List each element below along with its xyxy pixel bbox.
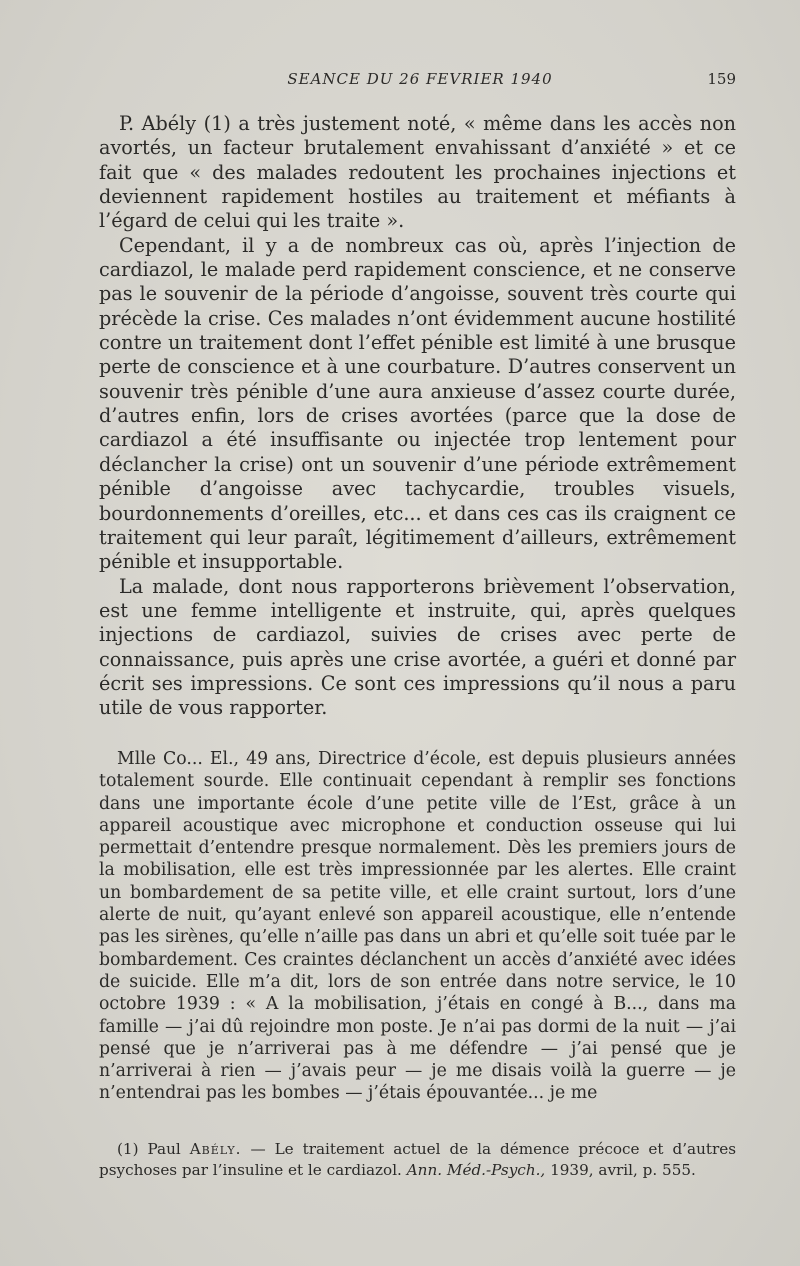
case-observation: [99, 748, 736, 1105]
footnote-marker: (1): [117, 1140, 139, 1158]
paragraph: P. Abély (1) a très justement noté, « même dans les accès non avortés, un facteur brutalement envahissant d’anxiété » et ce fait que « des malades redoutent les prochaines injections et deviennent rapidement hostiles au traitement et méfiants à l’égard de celui qui les traite ».: [99, 112, 736, 233]
footnote: [99, 1139, 736, 1181]
observation-text: Mlle Co... El., 49 ans, Directrice d’école, est depuis plusieurs années totalement sourde. Elle continuait cependant à remplir ses fonctions dans une importante école d’une petite ville de l’Est, grâce à un appareil acoustique avec microphone et conduction osseuse qui lui permettait d’entendre presque normalement. Dès les premiers jours de la mobilisation, elle est très impressionnée par les alertes. Elle craint un bombardement de sa petite ville, et elle craint surtout, lors d’une alerte de nuit, qu’ayant enlevé son appareil acoustique, elle n’entende pas les sirènes, qu’elle n’aille pas dans un abri et qu’elle soit tuée par le bombardement. Ces craintes déclanchent un accès d’anxiété avec idées de suicide. Elle m’a dit, lors de son entrée dans notre service, le 10 octobre 1939 : « A la mobilisation, j’étais en congé à B..., dans ma famille — j’ai dû rejoindre mon poste. Je n’ai pas dormi de la nuit — j’ai pensé que je n’arriverai pas à me défendre — j’ai pensé que je n’arriverai à rien — j’avais peur — je me disais voilà la guerre — je n’entendrai pas les bombes — j’étais épouvantée... je me: [99, 749, 736, 1104]
page-number: 159: [707, 70, 736, 88]
footnote-title: — Le traitement actuel de la démence précoce et d’autres psychoses par l’insuline et le cardiazol.: [99, 1140, 737, 1179]
footnote-journal: Ann. Méd.-Psych.,: [406, 1161, 546, 1179]
paragraph: La malade, dont nous rapporterons brièvement l’observation, est une femme intelligente et instruite, qui, après quelques injections de cardiazol, suivies de crises avec perte de connaissance, puis après une crise avortée, a guéri et donné par écrit ses impressions. Ce sont ces impressions qu’il nous a paru utile de vous rapporter.: [99, 574, 736, 720]
paragraph: Cependant, il y a de nombreux cas où, après l’injection de cardiazol, le malade perd rapidement conscience, et ne conserve pas le souvenir de la période d’angoisse, souvent très courte qui précède la crise. Ces malades n’ont évidemment aucune hostilité contre un traitement dont l’effet pénible est limité à une brusque perte de conscience et à une courbature. D’autres conservent un souvenir très pénible d’une aura anxieuse d’assez courte durée, d’autres enfin, lors de crises avortées (parce que la dose de cardiazol a été insuffisante ou injectée trop lentement pour déclancher la crise) ont un souvenir d’une période extrêmement pénible d’angoisse avec tachycardie, troubles visuels, bourdonnements d’oreilles, etc... et dans ces cas ils craignent ce traitement qui leur paraît, légitimement d’ailleurs, extrêmement pénible et insupportable.: [99, 233, 736, 574]
running-title: SEANCE DU 26 FEVRIER 1940: [287, 70, 553, 88]
footnote-citation: 1939, avril, p. 555.: [550, 1161, 696, 1179]
body-text: [99, 112, 736, 721]
footnote-author-last: Abély.: [189, 1140, 242, 1158]
footnote-author-first: Paul: [147, 1140, 181, 1158]
footnote-entry: [99, 1139, 736, 1181]
running-head: [100, 70, 740, 92]
